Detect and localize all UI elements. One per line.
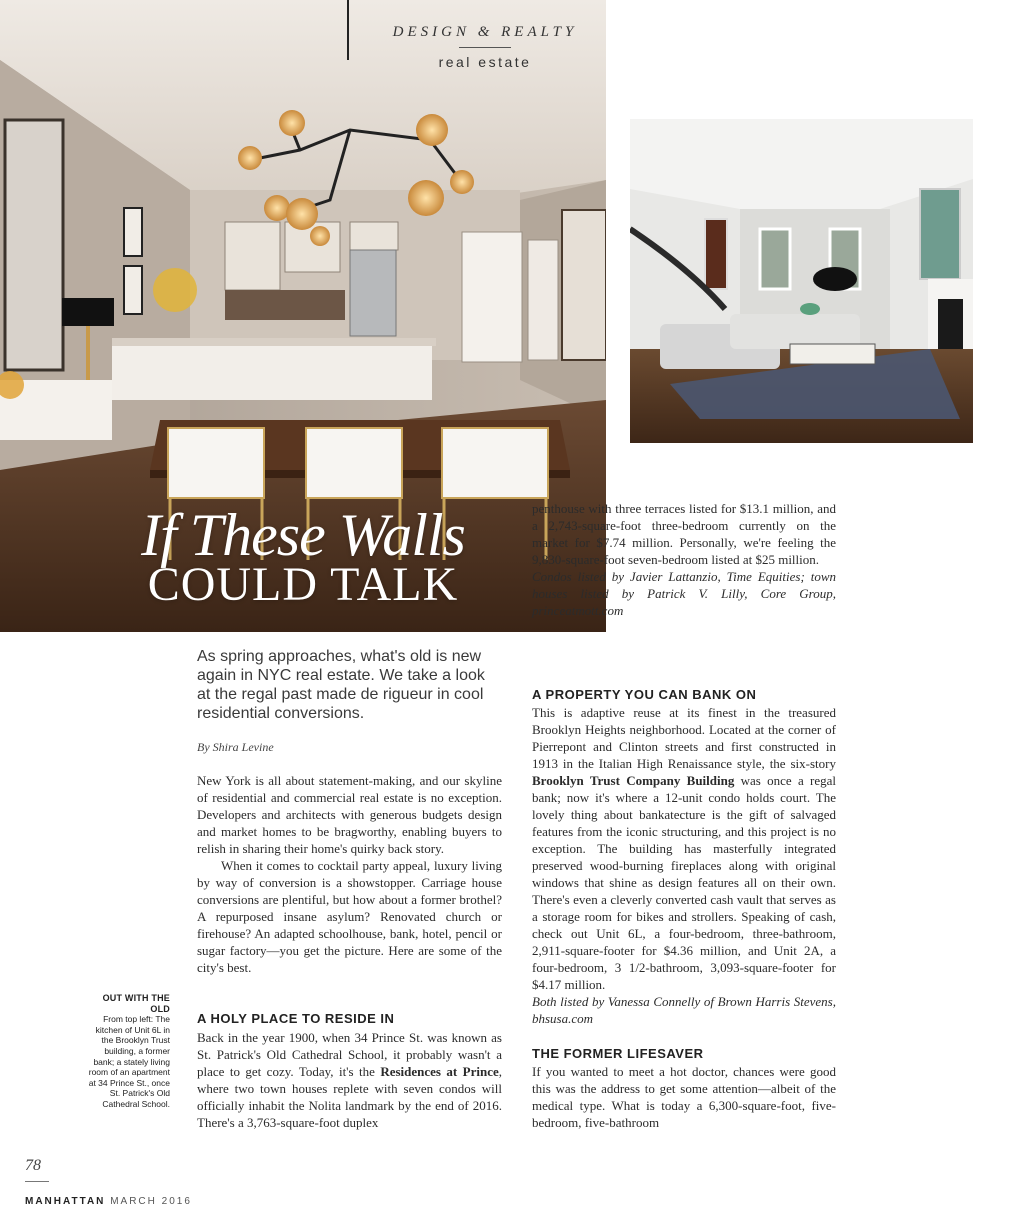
living-room-photo [630,119,973,443]
subheading: A HOLY PLACE TO RESIDE IN [197,1011,395,1026]
text-run: Back in the year 1900, when 34 Prince St. was known as St. Patrick's Old Cathedral School, it probably wasn't a place to get cozy. Today, it's the [197,1030,502,1079]
footer-divider [25,1181,49,1182]
text-run: This is adaptive reuse at its finest in the treasured Brooklyn Heights neighborhood. Located at the corner of Pierrepont and Clinton streets and first constructed in 1913 in the Italian High Renaissance style, the six-story [532,705,836,771]
paragraph: New York is all about statement-making, and our skyline of residential and commercial real estate is no exception. Developers and architects with generous budgets design and market homes to be bragworthy, enabling buyers to relish in sharing their home's quirky back story. [197,773,502,856]
subheading: THE FORMER LIFESAVER [532,1046,704,1061]
byline: By Shira Levine [197,740,274,754]
intro-deck: As spring approaches, what's old is new again in NYC real estate. We take a look at the regal past made de rigueur in cool residential conversions. [197,648,485,722]
caption-text: From top left: The kitchen of Unit 6L in the Brooklyn Trust building, a former bank; a stately living room of an apartment at 34 Prince St., once St. Patrick's Old Cathedral School. [88,1014,170,1109]
column-2-body-3 [532,1063,836,1131]
caption-heading: OUT WITH THE OLD [102,993,170,1014]
footer [25,1196,192,1207]
magazine-name: MANHATTAN [25,1196,106,1207]
property-name: Brooklyn Trust Company Building [532,773,735,788]
property-name: Residences at Prince [380,1064,499,1079]
issue-date: MARCH 2016 [110,1196,192,1207]
listing-credit: Condos listed by Javier Lattanzio, Time Equities; town houses listed by Patrick V. Lilly, Core Group, princeatmott.com [532,569,836,618]
page-number: 78 [25,1157,41,1174]
column-1-body [197,772,502,976]
section-sublabel: real estate [438,54,532,70]
paragraph [197,1029,502,1131]
paragraph: When it comes to cocktail party appeal, luxury living by way of conversion is a showstopper. Carriage house conversions are plentiful, but how about a former brothel? A repurposed insane asylum? Renovated church or firehouse? An adapted schoolhouse, bank, hotel, pencil or sugar factory—you get the picture. Here are some of the city's best. [197,858,502,975]
section-label: DESIGN & REALTY [392,24,578,40]
paragraph: If you wanted to meet a hot doctor, chances were good this was the address to get some attention—albeit of the medical type. What is today a 6,300-square-foot, five-bedroom, five-bathroom [532,1064,836,1130]
subheading: A PROPERTY YOU CAN BANK ON [532,687,757,702]
photo-caption [88,993,170,1110]
column-2-body [532,704,836,1027]
paragraph [532,704,836,993]
section-divider [459,47,511,48]
paragraph: penthouse with three terraces listed for $13.1 million, and a 2,743-square-foot three-bedroom currently on the market for $7.74 million. Personally, we're feeling the 9,830-square-foot seven-bedroom listed at $25 million. [532,501,836,567]
section-header [360,24,610,70]
column-1-body-2 [197,1029,502,1131]
title-line-2: COULD TALK [147,558,459,611]
text-run: , where two town houses replete with seven condos will officially inhabit the Nolita landmark by the end of 2016. There's a 3,763-square-foot duplex [197,1064,502,1130]
column-2-top [532,500,836,619]
listing-credit: Both listed by Vanessa Connelly of Brown Harris Stevens, bhsusa.com [532,994,836,1026]
title-line-1: If These Walls [141,502,465,568]
hero-title [0,502,606,611]
text-run: was once a regal bank; now it's where a 12-unit condo holds court. The lovely thing about bankatecture is the gift of salvaged features from the iconic structuring, and this project is no exception. The building has masterfully integrated preserved wood-burning fireplaces along with original windows that shine as design features all on their own. There's even a cleverly converted cash vault that serves as a storage room for bikes and strollers. Speaking of cash, check out Unit 6L, a four-bedroom, three-bathroom, 2,911-square-footer for $4.36 million, and Unit 2A, a four-bedroom, 3 1/2-bathroom, 3,093-square-footer for $4.17 million. [532,773,836,992]
